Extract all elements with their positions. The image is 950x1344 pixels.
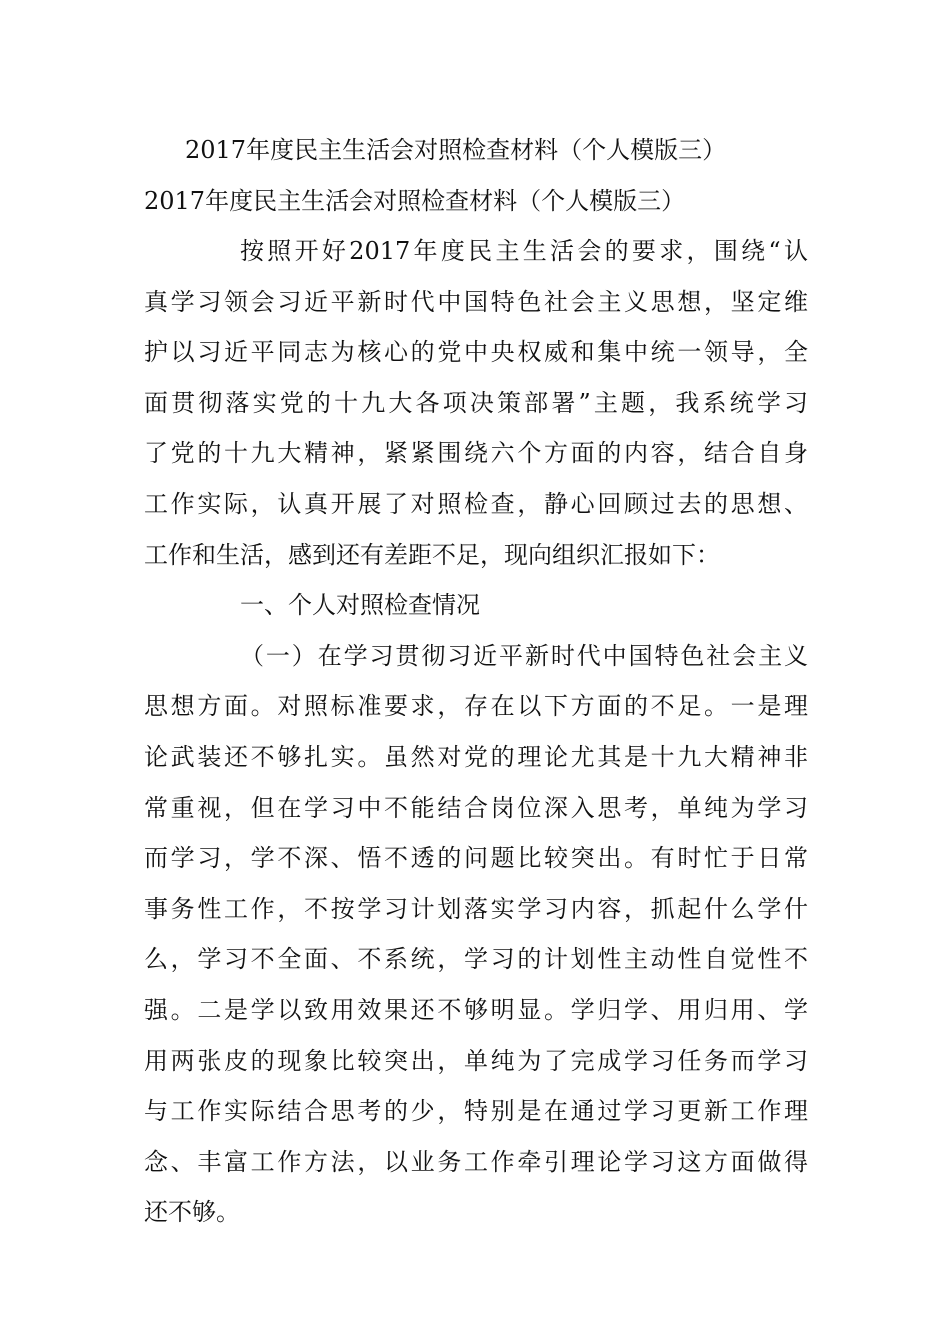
text-line: 了党的十九大精神，紧紧围绕六个方面的内容，结合自身 <box>144 439 808 468</box>
text-line: （一）在学习贯彻习近平新时代中国特色社会主义 <box>240 641 808 670</box>
document-subtitle: 2017年度民主生活会对照检查材料（个人模版三） <box>144 187 686 215</box>
text-line: 工作实际，认真开展了对照检查，静心回顾过去的思想、 <box>144 489 808 518</box>
text-line: 面贯彻落实党的十九大各项决策部署”主题，我系统学习 <box>144 388 808 417</box>
document-title: 2017年度民主生活会对照检查材料（个人模版三） <box>185 136 727 164</box>
text-line: 而学习，学不深、悟不透的问题比较突出。有时忙于日常 <box>144 844 808 873</box>
text-line: 按照开好2017年度民主生活会的要求，围绕“认 <box>240 237 808 265</box>
text-line: 真学习领会习近平新时代中国特色社会主义思想，坚定维 <box>144 287 808 316</box>
text-line: 护以习近平同志为核心的党中央权威和集中统一领导，全 <box>144 338 808 367</box>
text-line: 工作和生活，感到还有差距不足，现向组织汇报如下： <box>144 540 720 569</box>
paragraph-intro <box>144 226 808 580</box>
text-line: 与工作实际结合思考的少，特别是在通过学习更新工作理 <box>144 1097 808 1126</box>
text-line: 用两张皮的现象比较突出，单纯为了完成学习任务而学习 <box>144 1046 808 1075</box>
text-line: 论武装还不够扎实。虽然对党的理论尤其是十九大精神非 <box>144 742 808 771</box>
text-line: 思想方面。对照标准要求，存在以下方面的不足。一是理 <box>144 692 808 721</box>
text-line: 念、丰富工作方法，以业务工作牵引理论学习这方面做得 <box>144 1147 808 1176</box>
text-line: 事务性工作，不按学习计划落实学习内容，抓起什么学什 <box>144 894 808 923</box>
paragraph-section-1 <box>144 631 808 1238</box>
text-line: 常重视，但在学习中不能结合岗位深入思考，单纯为学习 <box>144 793 808 822</box>
heading-line: 一、个人对照检查情况 <box>240 591 480 620</box>
text-line: 还不够。 <box>144 1198 240 1227</box>
text-line: 强。二是学以致用效果还不够明显。学归学、用归用、学 <box>144 995 808 1024</box>
section-heading <box>144 580 808 631</box>
document-body <box>144 226 808 1238</box>
text-line: 么，学习不全面、不系统，学习的计划性主动性自觉性不 <box>144 945 808 974</box>
